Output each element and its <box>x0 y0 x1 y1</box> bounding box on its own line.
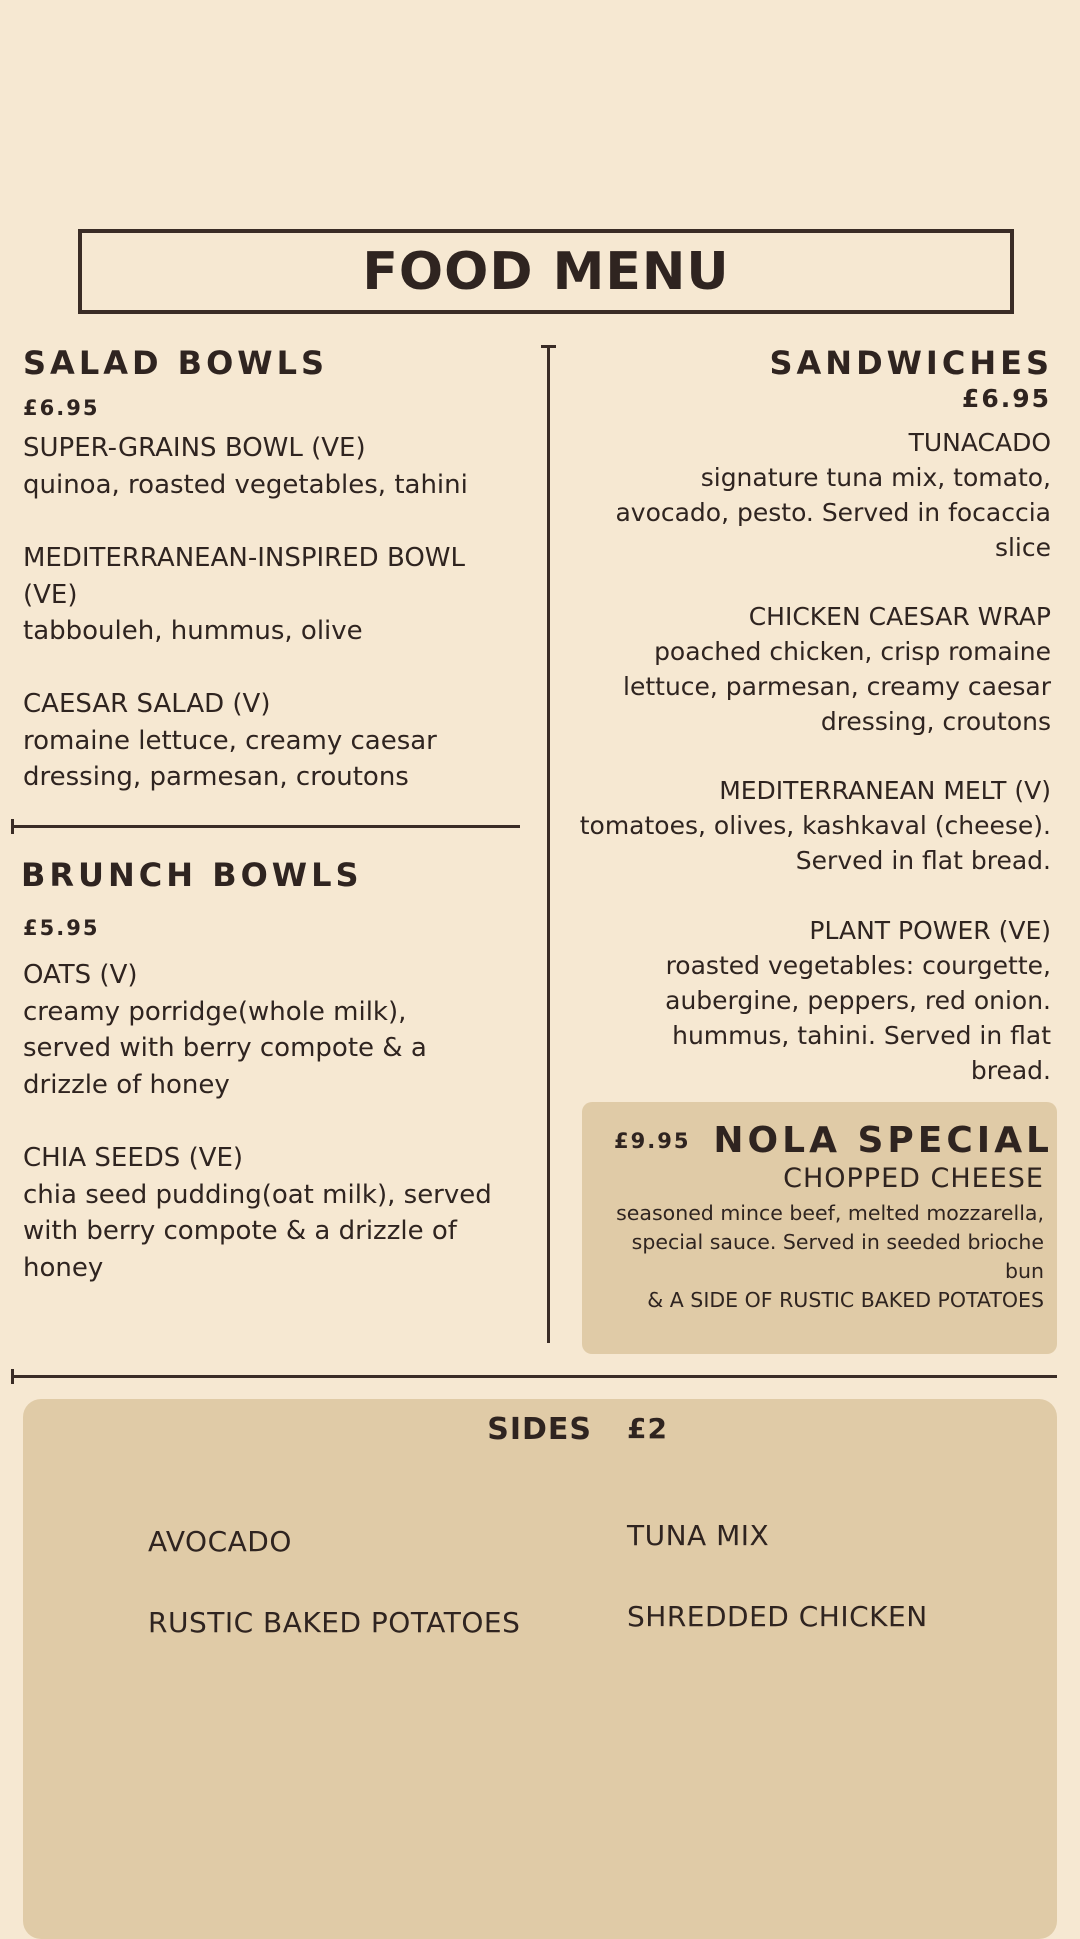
sandwich-item-4 <box>665 913 1051 1088</box>
page-title: FOOD MENU <box>362 241 730 302</box>
special-desc-line: bun <box>1005 1259 1044 1283</box>
item-desc-cont: Served in flat bread. <box>795 846 1051 875</box>
item-name: OATS (V) <box>23 960 138 990</box>
item-desc-cont: served with berry compote & a <box>23 1033 427 1063</box>
brunch-bowls-heading: BRUNCH BOWLS <box>21 856 363 894</box>
salad-item-1 <box>23 430 468 503</box>
special-desc-line: seasoned mince beef, melted mozzarella, <box>616 1201 1044 1225</box>
sandwich-item-1 <box>615 425 1051 565</box>
item-name: SUPER-GRAINS BOWL (VE) <box>23 433 366 463</box>
sandwiches-heading: SANDWICHES <box>769 344 1053 382</box>
salad-bowls-heading: SALAD BOWLS <box>23 344 328 382</box>
item-desc: romaine lettuce, creamy caesar <box>23 725 437 756</box>
item-desc-cont: dressing, parmesan, croutons <box>23 762 409 792</box>
left-section-divider <box>13 825 520 828</box>
item-desc-cont: dressing, croutons <box>820 707 1051 736</box>
side-item-shredded-chicken: SHREDDED CHICKEN <box>627 1600 928 1633</box>
item-desc-cont: aubergine, peppers, red onion. <box>665 986 1051 1015</box>
item-desc: creamy porridge(whole milk), <box>23 996 407 1027</box>
special-item-name: CHOPPED CHEESE <box>783 1163 1044 1194</box>
item-desc: quinoa, roasted vegetables, tahini <box>23 469 468 500</box>
special-item-desc <box>616 1199 1044 1315</box>
special-desc-line: & A SIDE OF RUSTIC BAKED POTATOES <box>647 1288 1044 1312</box>
side-item-tuna-mix: TUNA MIX <box>627 1519 770 1552</box>
item-name: CHIA SEEDS (VE) <box>23 1143 244 1173</box>
item-name: MEDITERRANEAN-INSPIRED BOWL <box>23 543 465 573</box>
item-desc: tomatoes, olives, kashkaval (cheese). <box>579 811 1051 840</box>
title-box <box>78 229 1014 314</box>
full-width-divider-cap <box>11 1369 14 1384</box>
item-desc-cont: bread. <box>970 1056 1051 1085</box>
full-width-divider <box>13 1375 1057 1378</box>
salad-item-2 <box>23 540 465 650</box>
side-item-avocado: AVOCADO <box>148 1525 292 1558</box>
salad-bowls-price: £6.95 <box>23 396 100 420</box>
item-desc-cont: avocado, pesto. Served in focaccia <box>615 498 1051 527</box>
sides-box <box>23 1399 1057 1939</box>
item-desc: tabbouleh, hummus, olive <box>23 616 363 646</box>
sides-price: £2 <box>627 1412 668 1445</box>
item-desc: signature tuna mix, tomato, <box>700 463 1051 492</box>
item-desc-cont: drizzle of honey <box>23 1069 230 1100</box>
side-item-rustic-potatoes: RUSTIC BAKED POTATOES <box>148 1606 521 1639</box>
item-name: CHICKEN CAESAR WRAP <box>748 602 1051 631</box>
sides-heading: SIDES <box>487 1412 592 1447</box>
brunch-bowls-price: £5.95 <box>23 916 100 940</box>
item-desc: roasted vegetables: courgette, <box>665 951 1051 980</box>
salad-item-3 <box>23 686 437 796</box>
brunch-item-1 <box>23 957 427 1103</box>
vertical-divider <box>547 346 550 1343</box>
sandwich-item-3 <box>580 773 1051 878</box>
item-name: TUNACADO <box>908 428 1051 457</box>
brunch-item-2 <box>23 1140 492 1286</box>
item-desc-cont: hummus, tahini. Served in flat <box>672 1021 1051 1050</box>
item-desc-cont: slice <box>994 533 1051 562</box>
item-desc-cont: lettuce, parmesan, creamy caesar <box>623 672 1051 701</box>
item-desc-cont: honey <box>23 1252 104 1283</box>
item-name: MEDITERRANEAN MELT (V) <box>719 776 1051 805</box>
special-price: £9.95 <box>614 1129 691 1153</box>
item-desc: poached chicken, crisp romaine <box>654 637 1051 666</box>
sandwich-item-2 <box>623 599 1051 739</box>
vertical-divider-cap <box>541 345 556 348</box>
item-name: PLANT POWER (VE) <box>809 916 1051 945</box>
special-desc-line: special sauce. Served in seeded brioche <box>631 1230 1044 1254</box>
item-desc-cont: with berry compote & a drizzle of <box>23 1216 457 1246</box>
sandwiches-price: £6.95 <box>961 384 1051 413</box>
item-name: CAESAR SALAD (V) <box>23 689 271 719</box>
left-section-divider-cap <box>11 819 14 834</box>
item-name-cont: (VE) <box>23 579 78 610</box>
special-heading: NOLA SPECIAL <box>713 1120 1053 1161</box>
item-desc: chia seed pudding(oat milk), served <box>23 1179 492 1210</box>
